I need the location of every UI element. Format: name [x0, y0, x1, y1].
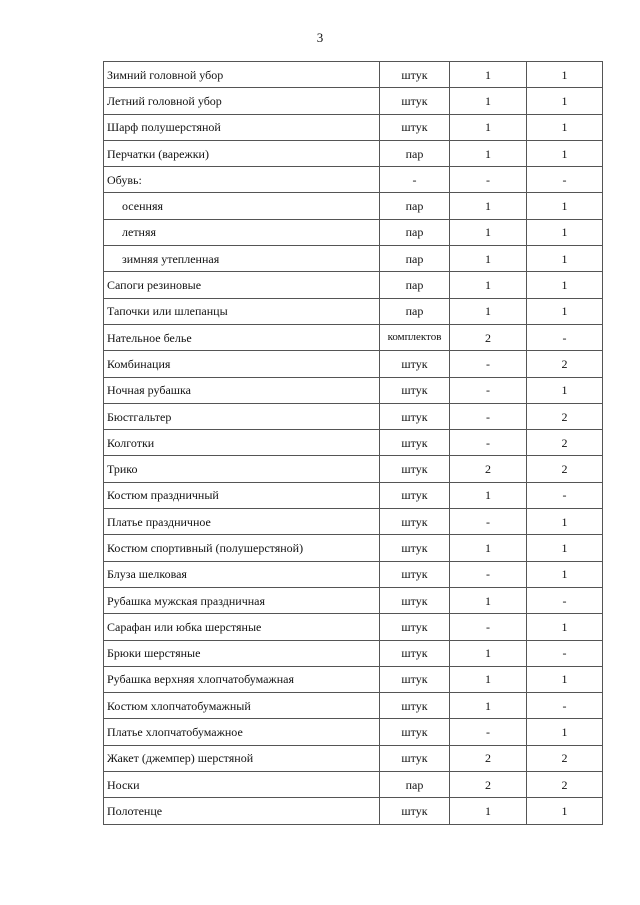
quantity-men-cell: 2 — [450, 324, 527, 350]
quantity-men-cell: - — [450, 377, 527, 403]
table-row — [104, 193, 603, 219]
quantity-women-cell: 1 — [527, 62, 603, 88]
quantity-women-cell: 2 — [527, 745, 603, 771]
quantity-men-cell: 2 — [450, 772, 527, 798]
unit-cell: пар — [380, 140, 450, 166]
unit-cell: пар — [380, 193, 450, 219]
quantity-women-cell: 1 — [527, 193, 603, 219]
unit-cell: штук — [380, 798, 450, 824]
item-name-cell: Зимний головной убор — [104, 62, 380, 88]
table-row — [104, 377, 603, 403]
unit-cell: пар — [380, 219, 450, 245]
item-name-cell: Костюм хлопчатобумажный — [104, 693, 380, 719]
quantity-women-cell: 1 — [527, 377, 603, 403]
quantity-women-cell: 1 — [527, 535, 603, 561]
table-row — [104, 614, 603, 640]
item-name-cell: Рубашка мужская праздничная — [104, 587, 380, 613]
quantity-women-cell: 2 — [527, 430, 603, 456]
quantity-men-cell: - — [450, 403, 527, 429]
quantity-women-cell: 1 — [527, 272, 603, 298]
quantity-men-cell: 1 — [450, 798, 527, 824]
item-name-cell: Колготки — [104, 430, 380, 456]
table-row — [104, 745, 603, 771]
item-name-cell: Жакет (джемпер) шерстяной — [104, 745, 380, 771]
item-name-cell: Платье праздничное — [104, 509, 380, 535]
item-name-cell: Костюм спортивный (полушерстяной) — [104, 535, 380, 561]
table-row — [104, 219, 603, 245]
item-name-cell: Рубашка верхняя хлопчатобумажная — [104, 666, 380, 692]
quantity-women-cell: 1 — [527, 219, 603, 245]
table-row — [104, 62, 603, 88]
table-row — [104, 351, 603, 377]
quantity-men-cell: 1 — [450, 246, 527, 272]
table-row — [104, 561, 603, 587]
item-name-cell: Перчатки (варежки) — [104, 140, 380, 166]
quantity-women-cell: - — [527, 324, 603, 350]
table-row — [104, 140, 603, 166]
unit-cell: штук — [380, 719, 450, 745]
item-name-cell: Трико — [104, 456, 380, 482]
quantity-men-cell: 1 — [450, 535, 527, 561]
quantity-men-cell: 1 — [450, 693, 527, 719]
quantity-men-cell: 1 — [450, 193, 527, 219]
clothing-norms-table — [103, 61, 603, 825]
quantity-men-cell: 1 — [450, 114, 527, 140]
table-row — [104, 666, 603, 692]
unit-cell: штук — [380, 456, 450, 482]
item-name-cell: Платье хлопчатобумажное — [104, 719, 380, 745]
quantity-men-cell: 1 — [450, 62, 527, 88]
unit-cell: штук — [380, 62, 450, 88]
unit-cell: пар — [380, 272, 450, 298]
quantity-women-cell: 2 — [527, 456, 603, 482]
unit-cell: штук — [380, 509, 450, 535]
quantity-women-cell: 1 — [527, 114, 603, 140]
item-name-cell: Шарф полушерстяной — [104, 114, 380, 140]
unit-cell: штук — [380, 666, 450, 692]
quantity-women-cell: - — [527, 693, 603, 719]
quantity-women-cell: 1 — [527, 719, 603, 745]
quantity-men-cell: 1 — [450, 587, 527, 613]
page-number: 3 — [316, 30, 324, 45]
quantity-men-cell: 1 — [450, 640, 527, 666]
item-name-cell: Комбинация — [104, 351, 380, 377]
unit-cell: штук — [380, 614, 450, 640]
quantity-men-cell: - — [450, 561, 527, 587]
table-row — [104, 88, 603, 114]
table-row — [104, 430, 603, 456]
quantity-men-cell: 2 — [450, 456, 527, 482]
quantity-women-cell: 2 — [527, 351, 603, 377]
quantity-women-cell: 2 — [527, 772, 603, 798]
table-row — [104, 509, 603, 535]
quantity-women-cell: - — [527, 482, 603, 508]
quantity-women-cell: 1 — [527, 88, 603, 114]
item-name-cell: Брюки шерстяные — [104, 640, 380, 666]
table-row — [104, 482, 603, 508]
unit-cell: штук — [380, 377, 450, 403]
quantity-men-cell: 1 — [450, 666, 527, 692]
unit-cell: штук — [380, 693, 450, 719]
item-name-cell: летняя — [104, 219, 380, 245]
quantity-men-cell: 1 — [450, 298, 527, 324]
table-row — [104, 246, 603, 272]
quantity-men-cell: - — [450, 167, 527, 193]
item-name-cell: Носки — [104, 772, 380, 798]
unit-cell: штук — [380, 351, 450, 377]
table-row — [104, 272, 603, 298]
table-body — [104, 62, 603, 825]
item-name-cell: Сапоги резиновые — [104, 272, 380, 298]
table-row — [104, 798, 603, 824]
item-name-cell: осенняя — [104, 193, 380, 219]
unit-cell: штук — [380, 640, 450, 666]
quantity-women-cell: 1 — [527, 298, 603, 324]
quantity-men-cell: 1 — [450, 482, 527, 508]
unit-cell: пар — [380, 772, 450, 798]
quantity-men-cell: 1 — [450, 88, 527, 114]
table-row — [104, 587, 603, 613]
table-row — [104, 719, 603, 745]
quantity-women-cell: 1 — [527, 509, 603, 535]
quantity-men-cell: - — [450, 719, 527, 745]
unit-cell: пар — [380, 298, 450, 324]
quantity-men-cell: 1 — [450, 272, 527, 298]
quantity-women-cell: 1 — [527, 666, 603, 692]
quantity-men-cell: 2 — [450, 745, 527, 771]
quantity-women-cell: - — [527, 167, 603, 193]
quantity-women-cell: 2 — [527, 403, 603, 429]
table-row — [104, 772, 603, 798]
item-name-cell: Костюм праздничный — [104, 482, 380, 508]
quantity-women-cell: - — [527, 587, 603, 613]
table-row — [104, 535, 603, 561]
table-row — [104, 693, 603, 719]
quantity-men-cell: - — [450, 509, 527, 535]
table-row — [104, 456, 603, 482]
item-name-cell: Тапочки или шлепанцы — [104, 298, 380, 324]
item-name-cell: Нательное белье — [104, 324, 380, 350]
unit-cell: штук — [380, 482, 450, 508]
item-name-cell: зимняя утепленная — [104, 246, 380, 272]
unit-cell: - — [380, 167, 450, 193]
table-row — [104, 167, 603, 193]
table-row — [104, 298, 603, 324]
quantity-women-cell: - — [527, 640, 603, 666]
quantity-women-cell: 1 — [527, 140, 603, 166]
item-name-cell: Полотенце — [104, 798, 380, 824]
item-name-cell: Ночная рубашка — [104, 377, 380, 403]
quantity-men-cell: - — [450, 430, 527, 456]
table-row — [104, 403, 603, 429]
unit-cell: штук — [380, 88, 450, 114]
table-row — [104, 640, 603, 666]
quantity-men-cell: 1 — [450, 219, 527, 245]
unit-cell: штук — [380, 114, 450, 140]
quantity-women-cell: 1 — [527, 561, 603, 587]
table-row — [104, 114, 603, 140]
item-name-cell: Блуза шелковая — [104, 561, 380, 587]
unit-cell: штук — [380, 403, 450, 429]
quantity-women-cell: 1 — [527, 246, 603, 272]
item-name-cell: Сарафан или юбка шерстяные — [104, 614, 380, 640]
quantity-men-cell: - — [450, 614, 527, 640]
item-name-cell: Обувь: — [104, 167, 380, 193]
quantity-men-cell: 1 — [450, 140, 527, 166]
unit-cell: штук — [380, 587, 450, 613]
unit-cell: штук — [380, 745, 450, 771]
unit-cell: штук — [380, 430, 450, 456]
unit-cell: штук — [380, 535, 450, 561]
table-row — [104, 324, 603, 350]
unit-cell: штук — [380, 561, 450, 587]
quantity-men-cell: - — [450, 351, 527, 377]
quantity-women-cell: 1 — [527, 614, 603, 640]
quantity-women-cell: 1 — [527, 798, 603, 824]
item-name-cell: Летний головной убор — [104, 88, 380, 114]
unit-cell: пар — [380, 246, 450, 272]
unit-cell: комплектов — [380, 324, 450, 350]
item-name-cell: Бюстгальтер — [104, 403, 380, 429]
